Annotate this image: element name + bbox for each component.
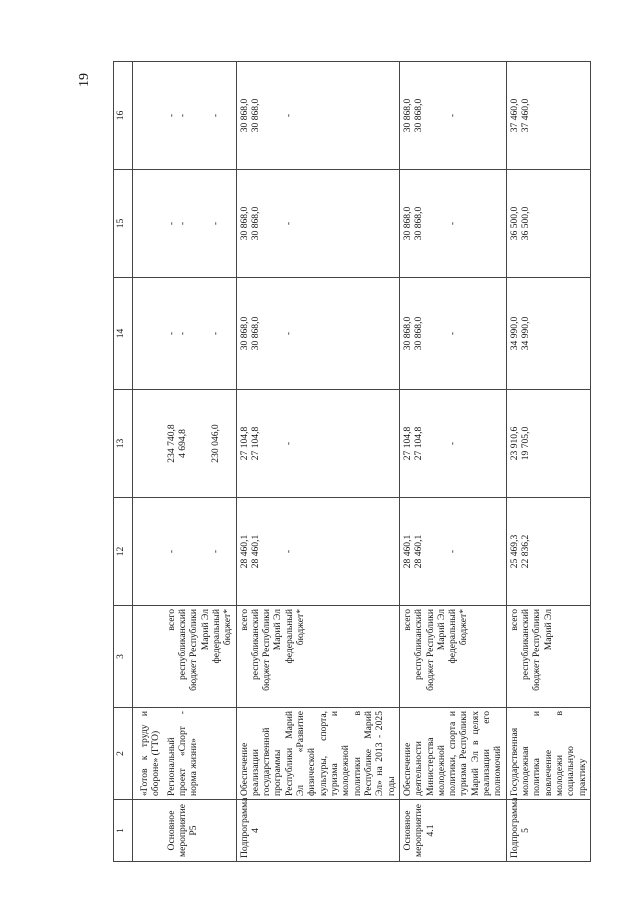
amount-value: - [283,441,295,446]
amount-value [272,501,283,602]
column-header: 15 [114,170,133,278]
funding-source-line: всего [401,609,413,631]
amount-value: - [165,221,177,226]
amount-value: - [210,113,222,118]
amount-value: 30 868,0 [413,316,425,351]
amount-cell [399,390,506,498]
amount-value [425,501,436,602]
amount-value: 30 868,0 [401,316,413,351]
amount-value [199,65,210,166]
amount-value: 37 460,0 [508,98,520,133]
funding-source-line: всего [165,609,177,631]
amount-value: 36 500,0 [520,206,531,241]
amount-value [425,65,436,166]
row-type-line: P5 [188,825,200,836]
row-type-line: Основное [401,810,413,851]
funding-source-line: Марий Эл [199,609,211,651]
amount-value: 30 868,0 [413,206,425,241]
funding-source-line: бюджет Республики [531,609,543,691]
column-header: 14 [114,278,133,390]
column-header: 12 [114,498,133,606]
funding-source-cell [506,606,590,708]
amount-value [458,501,469,602]
amount-value: 27 104,8 [401,426,413,461]
row-type-line: мероприятие [176,804,188,857]
amount-value: 28 460,1 [401,534,413,569]
amount-value: - [283,331,295,336]
row-title-text: Обеспечение реализации государственной программы Республики Марий Эл «Развитие физической культуры, спорта, туризма и молодежной политики в Республике Марий Эл» на 2013 - 2025 годы [238,711,397,796]
amount-value [272,173,283,274]
amount-value [261,173,272,274]
amount-value: 34 990,0 [508,316,520,351]
amount-value: - [283,113,295,118]
funding-source-line: республиканский [176,609,188,681]
funding-source-line: Марий Эл [542,609,554,651]
row-title-text: Региональный проект «Спорт - норма жизни» [165,711,200,796]
amount-value [436,281,447,386]
amount-value [458,281,469,386]
funding-source-line: бюджет* [458,609,470,646]
amount-cell [399,170,506,278]
table-header-row [114,62,133,862]
amount-value [199,501,210,602]
amount-cell [506,278,590,390]
funding-source-line: всего [238,609,250,631]
amount-value: - [446,549,458,554]
amount-value: - [446,441,458,446]
amount-value [272,281,283,386]
amount-value [425,393,436,494]
amount-cell [164,498,236,606]
amount-value: - [176,331,188,336]
amount-value: 37 460,0 [520,98,531,133]
amount-value: 230 046,0 [210,424,222,463]
amount-value: 19 705,0 [520,426,531,461]
amount-cell [164,390,236,498]
amount-cell [399,498,506,606]
amount-cell [506,498,590,606]
amount-value [188,173,199,274]
amount-value: 30 868,0 [238,316,250,351]
amount-cell [236,498,399,606]
funding-source-cell [236,606,399,708]
amount-value [188,281,199,386]
amount-value: - [209,549,221,554]
funding-source-cell [399,606,506,708]
amount-value: 36 500,0 [508,206,520,241]
amount-cell [236,170,399,278]
amount-value: - [165,331,177,336]
budget-table [113,61,591,862]
row-type-line: мероприятие [413,804,425,857]
funding-source-line: федеральный [210,609,222,664]
column-header: 2 [114,708,133,800]
amount-value [294,393,305,494]
amount-value [222,281,233,386]
amount-value [221,501,232,602]
amount-value: 30 868,0 [413,98,425,133]
row-type-cell [236,797,399,862]
funding-source-line: всего [508,609,520,631]
row-type-cell [506,797,590,862]
amount-value: - [165,113,177,118]
amount-cell [506,170,590,278]
row-type-cell [133,800,164,862]
row-title-cell [236,708,399,800]
amount-value [261,393,272,494]
row-title-text: Обеспечение деятельности Министерства молодежной политики, спорта и туризма Республики Марий Эл в целях реализации его полномочий [401,711,504,796]
amount-value: - [176,221,188,226]
amount-value: 30 868,0 [238,98,250,133]
funding-source-line: республиканский [249,609,261,681]
funding-source-line: бюджет Республики [424,609,436,691]
amount-value: 30 868,0 [249,206,261,241]
amount-value [261,65,272,166]
funding-source-cell [133,606,164,708]
amount-value [425,173,436,274]
amount-value: 30 868,0 [249,98,261,133]
funding-source-line: Марий Эл [435,609,447,651]
funding-source-line: бюджет Республики [188,609,200,691]
amount-value: - [283,221,295,226]
amount-value [458,173,469,274]
amount-value: 27 104,8 [238,426,250,461]
amount-value: - [210,331,222,336]
amount-value [222,393,233,494]
amount-value [188,501,199,602]
amount-value: - [446,331,458,336]
row-title-cell [399,708,506,800]
amount-value [425,281,436,386]
column-header: 16 [114,62,133,170]
amount-value [261,501,272,602]
amount-value: 25 469,3 [508,534,520,569]
amount-cell [236,62,399,170]
amount-value: 27 104,8 [249,426,261,461]
funding-source-line: бюджет* [222,609,234,646]
amount-cell [399,62,506,170]
row-title-text: «Готов к труду и обороне» (ГТО) [139,711,162,796]
funding-source-line: федеральный [283,609,295,664]
funding-source-line: Марий Эл [272,609,284,651]
amount-value [436,173,447,274]
amount-cell [164,62,236,170]
row-type-line: Основное [165,810,177,851]
amount-value: - [446,113,458,118]
table-row-m41 [399,62,506,862]
amount-value: - [210,221,222,226]
amount-cell [164,278,236,390]
amount-value [458,393,469,494]
amount-value [294,281,305,386]
funding-source-line: бюджет Республики [261,609,273,691]
amount-cell [133,62,164,170]
row-type-line: 5 [520,828,531,833]
amount-value: - [283,549,295,554]
row-type-cell [399,800,506,862]
amount-value: 28 460,1 [238,534,250,569]
funding-source-line: республиканский [413,609,425,681]
amount-value [436,393,447,494]
table-row-sub5 [506,62,590,862]
amount-value: 23 910,6 [508,426,520,461]
amount-value: 30 868,0 [238,206,250,241]
amount-value [199,281,210,386]
amount-cell [133,278,164,390]
amount-value [222,65,233,166]
column-header: 1 [114,800,133,862]
row-type-line: Подпрограмма [238,797,250,858]
amount-value: - [446,221,458,226]
amount-cell [133,170,164,278]
row-title-cell [164,708,236,800]
funding-source-cell [164,606,236,708]
row-type-line: Подпрограмма [508,797,520,858]
amount-value [458,65,469,166]
amount-value: 28 460,1 [249,534,261,569]
amount-cell [236,278,399,390]
rotated-table-container [113,62,601,862]
amount-value: - [165,549,177,554]
amount-cell [506,390,590,498]
amount-value: 34 990,0 [520,316,531,351]
amount-value: 27 104,8 [413,426,425,461]
amount-value: 234 740,8 [165,424,177,463]
amount-value [294,173,305,274]
amount-value: 4 694,8 [176,429,188,458]
amount-value [436,65,447,166]
amount-value: 22 836,2 [520,534,531,569]
amount-cell [133,498,164,606]
table-row-sub4 [236,62,399,862]
amount-value: 30 868,0 [401,206,413,241]
amount-value [188,393,199,494]
column-header: 3 [114,606,133,708]
amount-value: 30 868,0 [249,316,261,351]
row-title-cell [133,708,164,800]
table-body [133,62,591,862]
page-number: 19 [77,73,92,87]
table-row-p5 [164,62,236,862]
table-row-gto [133,62,164,862]
amount-value: 30 868,0 [401,98,413,133]
amount-value [261,281,272,386]
funding-source-line: республиканский [520,609,531,681]
amount-cell [164,170,236,278]
amount-cell [133,390,164,498]
amount-value [294,501,305,602]
amount-value [199,393,210,494]
funding-source-line: бюджет* [295,609,307,646]
amount-cell [399,278,506,390]
amount-value [272,65,283,166]
amount-value: 28 460,1 [413,534,425,569]
amount-value [272,393,283,494]
amount-value [436,501,447,602]
funding-source-line: федеральный [447,609,459,664]
row-title-cell [506,708,590,800]
amount-value [177,501,188,602]
amount-value: - [176,113,188,118]
row-title-text: Государственная молодежная политика и вовлечение молодежи в социальную практику [508,711,588,796]
row-type-line: 4 [249,828,261,833]
amount-cell [236,390,399,498]
amount-value [222,173,233,274]
row-type-cell [164,800,236,862]
amount-value [294,65,305,166]
amount-value [199,173,210,274]
amount-cell [506,62,590,170]
amount-value [188,65,199,166]
row-type-line: 4.1 [424,824,436,837]
column-header: 13 [114,390,133,498]
